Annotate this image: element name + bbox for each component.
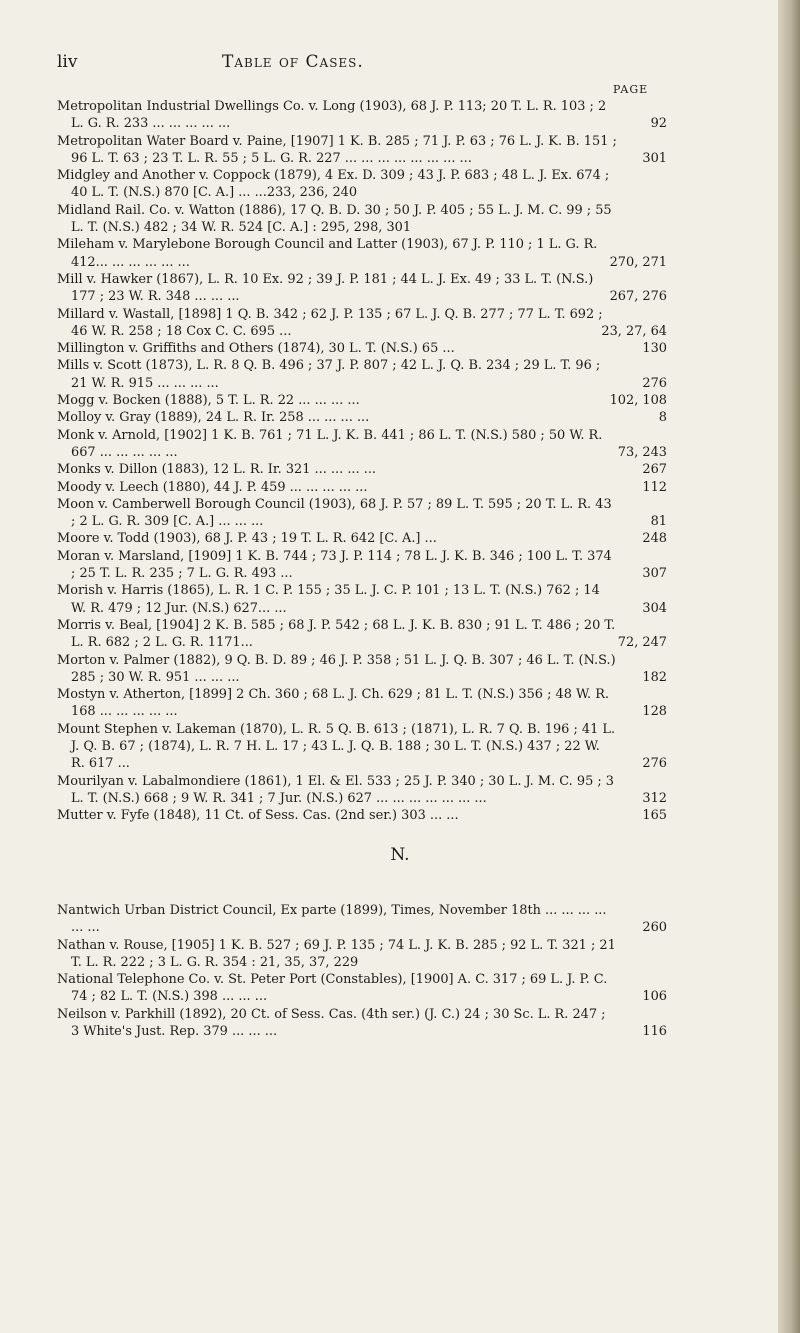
case-page-refs: 301: [642, 150, 667, 166]
case-page-refs: 106: [642, 989, 667, 1005]
case-citation: Nathan v. Rouse, [1905] 1 K. B. 527 ; 69 J. P. 135 ; 74 L. J. K. B. 285 ; 92 L. T. 321 ; 21 T. L. R. 222 ; 3 L. G. R. 354 : 21, 35, 37, 229: [57, 937, 616, 970]
case-list-n: [57, 902, 667, 1040]
case-citation: Morish v. Harris (1865), L. R. 1 C. P. 155 ; 35 L. J. C. P. 101 ; 13 L. T. (N.S.) 762 ; 14 W. R. 479 ; 12 Jur. (N.S.) 627... ...: [57, 583, 600, 616]
case-citation: Molloy v. Gray (1889), 24 L. R. Ir. 258 ... ... ... ...: [57, 410, 370, 426]
case-citation: National Telephone Co. v. St. Peter Port (Constables), [1900] A. C. 317 ; 69 L. J. P. C. 74 ; 82 L. T. (N.S.) 398 ... ... ...: [57, 972, 608, 1005]
case-citation: Morris v. Beal, [1904] 2 K. B. 585 ; 68 J. P. 542 ; 68 L. J. K. B. 830 ; 91 L. T. 486 ; 20 T. L. R. 682 ; 2 L. G. R. 1171...: [57, 617, 616, 651]
case-page-refs: 248: [642, 531, 667, 547]
case-page-refs: 267, 276: [609, 289, 667, 305]
case-entry: [57, 617, 667, 652]
case-page-refs: 102, 108: [609, 393, 667, 409]
case-citation: Mutter v. Fyfe (1848), 11 Ct. of Sess. Cas. (2nd ser.) 303 ... ...: [57, 808, 459, 824]
case-entry: [57, 461, 667, 478]
case-page-refs: 23, 27, 64: [601, 323, 667, 339]
case-citation: Morton v. Palmer (1882), 9 Q. B. D. 89 ; 46 J. P. 358 ; 51 L. J. Q. B. 307 ; 46 L. T. (N.S.) 285 ; 30 W. R. 951 ... ... ...: [57, 652, 616, 685]
case-citation: Millard v. Wastall, [1898] 1 Q. B. 342 ; 62 J. P. 135 ; 67 L. J. Q. B. 277 ; 77 L. T. 692 ; 46 W. R. 258 ; 18 Cox C. C. 695 ...: [57, 306, 603, 339]
case-entry: [57, 582, 667, 617]
case-entry: [57, 357, 667, 392]
case-entry: [57, 479, 667, 496]
case-citation: Mogg v. Bocken (1888), 5 T. L. R. 22 ... ... ... ...: [57, 393, 360, 409]
case-page-refs: 72, 247: [617, 635, 667, 651]
case-entry: [57, 902, 667, 937]
case-entry: [57, 271, 667, 306]
case-page-refs: 267: [642, 462, 667, 478]
case-entry: [57, 773, 667, 808]
case-citation: Nantwich Urban District Council, Ex parte (1899), Times, November 18th ... ... ... ... ... ...: [57, 903, 607, 936]
case-page-refs: 116: [642, 1024, 667, 1040]
case-entry: [57, 133, 667, 168]
case-entry: [57, 530, 667, 547]
case-page-refs: 165: [642, 808, 667, 824]
case-citation: Midgley and Another v. Coppock (1879), 4 Ex. D. 309 ; 43 J. P. 683 ; 48 L. J. Ex. 674 ; 40 L. T. (N.S.) 870 [C. A.] ... ...233, 236, 240: [57, 168, 610, 201]
case-page-refs: 312: [642, 790, 667, 806]
case-citation: Mills v. Scott (1873), L. R. 8 Q. B. 496 ; 37 J. P. 807 ; 42 L. J. Q. B. 234 ; 29 L. T. 96 ; 21 W. R. 915 ... ... ... ...: [57, 358, 601, 391]
case-page-refs: 276: [642, 756, 667, 772]
case-entry: [57, 496, 667, 531]
case-citation: Mourilyan v. Labalmondiere (1861), 1 El. & El. 533 ; 25 J. P. 340 ; 30 L. J. M. C. 95 ; 3 L. T. (N.S.) 668 ; 9 W. R. 341 ; 7 Jur. (N.S.) 627 ... ... ... ... ... ... ...: [57, 773, 615, 806]
case-citation: Mill v. Hawker (1867), L. R. 10 Ex. 92 ; 39 J. P. 181 ; 44 L. J. Ex. 49 ; 33 L. T. (N.S.) 177 ; 23 W. R. 348 ... ... ...: [57, 271, 594, 305]
case-entry: [57, 340, 667, 357]
case-page-refs: 128: [642, 704, 667, 720]
case-page-refs: 81: [650, 514, 667, 530]
case-list-m: [57, 98, 667, 824]
case-page-refs: 307: [642, 566, 667, 582]
case-page-refs: 130: [642, 341, 667, 357]
case-citation: Metropolitan Water Board v. Paine, [1907] 1 K. B. 285 ; 71 J. P. 63 ; 76 L. J. K. B. 151 ; 96 L. T. 63 ; 23 T. L. R. 55 ; 5 L. G. R. 227 ... ... ... ... ... ... ... ...: [57, 133, 617, 166]
case-citation: Midland Rail. Co. v. Watton (1886), 17 Q. B. D. 30 ; 50 J. P. 405 ; 55 L. J. M. C. 99 ; 55 L. T. (N.S.) 482 ; 34 W. R. 524 [C. A.] : 295, 298, 301: [57, 202, 612, 236]
case-page-refs: 276: [642, 375, 667, 391]
case-entry: [57, 721, 667, 773]
case-citation: Moody v. Leech (1880), 44 J. P. 459 ... ... ... ... ...: [57, 479, 368, 495]
case-entry: [57, 427, 667, 462]
case-page-refs: 112: [642, 479, 667, 495]
case-entry: [57, 98, 667, 133]
case-citation: Moran v. Marsland, [1909] 1 K. B. 744 ; 73 J. P. 114 ; 78 L. J. K. B. 346 ; 100 L. T. 374 ; 25 T. L. R. 235 ; 7 L. G. R. 493 ...: [57, 548, 612, 582]
page-edge: [778, 0, 800, 1333]
case-citation: Mount Stephen v. Lakeman (1870), L. R. 5 Q. B. 613 ; (1871), L. R. 7 Q. B. 196 ; 41 L. J. Q. B. 67 ; (1874), L. R. 7 H. L. 17 ; 43 L. J. Q. B. 188 ; 30 L. T. (N.S.) 437 ; 22 W. R. 617 ...: [57, 721, 616, 772]
case-page-refs: 73, 243: [617, 444, 667, 460]
case-citation: Neilson v. Parkhill (1892), 20 Ct. of Sess. Cas. (4th ser.) (J. C.) 24 ; 30 Sc. L. R. 247 ; 3 White's Just. Rep. 379 ... ... ...: [57, 1006, 606, 1040]
case-citation: Monks v. Dillon (1883), 12 L. R. Ir. 321 ... ... ... ...: [57, 462, 377, 478]
case-citation: Mileham v. Marylebone Borough Council and Latter (1903), 67 J. P. 110 ; 1 L. G. R. 412... ... ... ... ... ...: [57, 237, 598, 270]
case-entry: [57, 652, 667, 687]
case-entry: [57, 202, 667, 237]
case-page-refs: 92: [650, 116, 667, 132]
case-page-refs: 182: [642, 669, 667, 685]
running-header: [57, 52, 667, 76]
running-title: Table of Cases.: [222, 52, 364, 72]
case-entry: [57, 167, 667, 202]
case-entry: [57, 548, 667, 583]
case-entry: [57, 236, 667, 271]
case-entry: [57, 686, 667, 721]
case-citation: Moon v. Camberwell Borough Council (1903), 68 J. P. 57 ; 89 L. T. 595 ; 20 T. L. R. 43 ; 2 L. G. R. 309 [C. A.] ... ... ...: [57, 496, 612, 530]
case-citation: Metropolitan Industrial Dwellings Co. v. Long (1903), 68 J. P. 113; 20 T. L. R. 103 ; 2 L. G. R. 233 ... ... ... ... ...: [57, 99, 607, 132]
case-entry: [57, 392, 667, 409]
case-page-refs: 304: [642, 600, 667, 616]
case-citation: Moore v. Todd (1903), 68 J. P. 43 ; 19 T. L. R. 642 [C. A.] ...: [57, 531, 437, 547]
case-page-refs: 8: [658, 410, 667, 426]
case-entry: [57, 937, 667, 972]
case-entry: [57, 971, 667, 1006]
section-heading-n: N.: [390, 845, 410, 865]
case-entry: [57, 1006, 667, 1041]
case-citation: Millington v. Griffiths and Others (1874), 30 L. T. (N.S.) 65 ...: [57, 341, 455, 357]
case-page-refs: 270, 271: [609, 254, 667, 270]
case-entry: [57, 807, 667, 824]
page-column-label: PAGE: [613, 83, 649, 96]
case-citation: Mostyn v. Atherton, [1899] 2 Ch. 360 ; 68 L. J. Ch. 629 ; 81 L. T. (N.S.) 356 ; 48 W. R. 168 ... ... ... ... ...: [57, 687, 610, 720]
case-citation: Monk v. Arnold, [1902] 1 K. B. 761 ; 71 L. J. K. B. 441 ; 86 L. T. (N.S.) 580 ; 50 W. R. 667 ... ... ... ... ...: [57, 427, 603, 460]
case-entry: [57, 409, 667, 426]
case-entry: [57, 306, 667, 341]
page-folio: liv: [57, 52, 78, 72]
case-page-refs: 260: [642, 920, 667, 936]
